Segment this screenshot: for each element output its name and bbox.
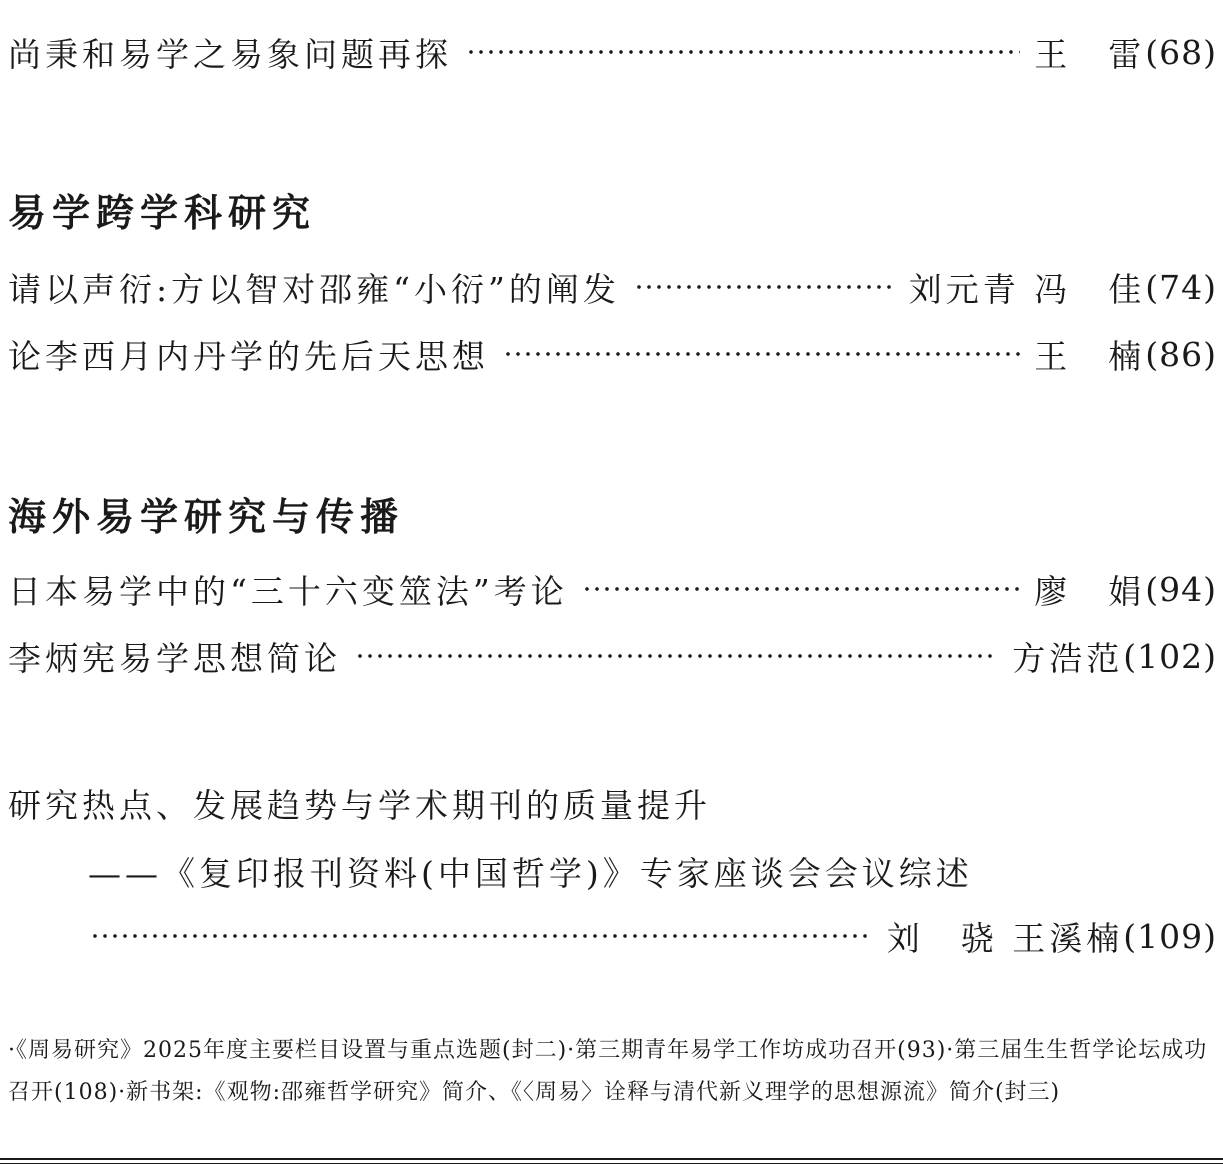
entry-title: 尚秉和易学之易象问题再探 (8, 34, 452, 74)
entry-author: 王 雷 (1034, 34, 1146, 74)
entry-title: 请以声衍:方以智对邵雍“小衍”的阐发 (8, 269, 620, 309)
toc-entry[interactable] (8, 28, 1217, 76)
dot-leader (90, 933, 873, 939)
entry-author: 王 楠 (1034, 336, 1146, 376)
entry-page: (94) (1145, 569, 1217, 609)
entry-page: (68) (1145, 32, 1217, 72)
entry-page: (86) (1145, 334, 1217, 374)
notes-block: ·《周易研究》2025年度主要栏目设置与重点选题(封二)·第三期青年易学工作坊成功召开(93)·第三届生生哲学论坛成功召开(108)·新书架:《观物:邵雍哲学研究》简介、《〈周易〉诠释与清代新义理学的思想源流》简介(封三) (8, 1038, 1208, 1105)
entry-author: 廖 娟 (1034, 571, 1146, 611)
dot-leader (582, 586, 1021, 592)
toc-entry[interactable] (8, 330, 1217, 378)
toc-entry[interactable] (8, 565, 1217, 613)
bottom-rule (0, 1158, 1223, 1160)
review-title[interactable]: 研究热点、发展趋势与学术期刊的质量提升 (8, 786, 711, 825)
entry-title: 论李西月内丹学的先后天思想 (8, 336, 489, 376)
entry-title: 李炳宪易学思想简论 (8, 638, 341, 678)
section-heading: 易学跨学科研究 (8, 190, 317, 235)
section-heading: 海外易学研究与传播 (8, 494, 405, 539)
entry-author: 刘 骁 王溪楠 (886, 918, 1124, 958)
toc-entry[interactable] (8, 263, 1217, 311)
dot-leader (355, 653, 998, 659)
toc-entry[interactable] (8, 632, 1217, 680)
entry-page: (109) (1123, 916, 1217, 956)
dot-leader (466, 49, 1020, 55)
entry-author: 方浩范 (1012, 638, 1124, 678)
dot-leader (503, 351, 1020, 357)
entry-page: (74) (1145, 267, 1217, 307)
review-subtitle: ——《复印报刊资料(中国哲学)》专家座谈会会议综述 (88, 854, 973, 893)
entry-page: (102) (1123, 636, 1217, 676)
bottom-rule-thin (0, 1163, 1223, 1164)
dot-leader (634, 284, 895, 290)
entry-title: 日本易学中的“三十六变筮法”考论 (8, 571, 568, 611)
entry-author: 刘元青 冯 佳 (908, 269, 1146, 309)
toc-entry[interactable] (90, 912, 1217, 960)
